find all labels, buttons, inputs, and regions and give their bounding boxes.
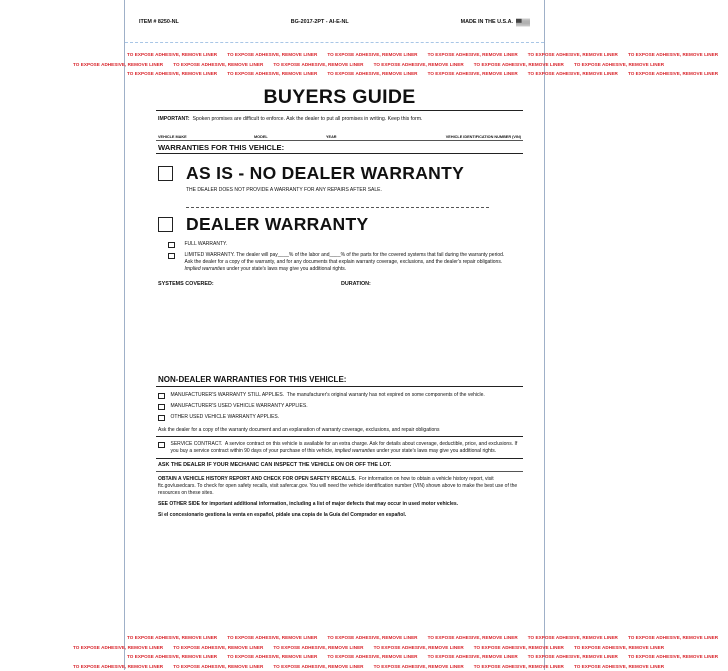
liner-text: TO EXPOSE ADHESIVE, REMOVE LINER (127, 52, 217, 57)
liner-text: TO EXPOSE ADHESIVE, REMOVE LINER (127, 71, 217, 76)
liner-text: TO EXPOSE ADHESIVE, REMOVE LINER (474, 62, 564, 67)
dashed-separator (186, 207, 489, 208)
inspect-notice: ASK THE DEALER IF YOUR MECHANIC CAN INSPECT THE VEHICLE ON OR OFF THE LOT. (156, 462, 523, 468)
history-report-text: OBTAIN A VEHICLE HISTORY REPORT AND CHECK FOR OPEN SAFETY RECALLS. For information on how to obtain a vehicle history report, visit ftc.gov/usedcars. To check for open safety recalls, visit safercar.gov. You will need the vehicle identification number (VIN) shown above to make the best use of the resources on these sites. (156, 476, 523, 497)
liner-row (73, 662, 544, 671)
liner-row (127, 652, 544, 662)
liner-text: TO EXPOSE ADHESIVE, REMOVE LINER (227, 52, 317, 57)
liner-text: TO EXPOSE ADHESIVE, REMOVE LINER (173, 664, 263, 669)
liner-text: TO EXPOSE ADHESIVE, REMOVE LINER (374, 664, 464, 669)
vehicle-make-field[interactable]: VEHICLE MAKE (158, 135, 254, 139)
buyers-guide-form (124, 0, 545, 670)
liner-text: TO EXPOSE ADHESIVE, REMOVE LINER (273, 645, 363, 650)
liner-text: TO EXPOSE ADHESIVE, REMOVE LINER (574, 664, 664, 669)
liner-text: TO EXPOSE ADHESIVE, REMOVE LINER (73, 62, 163, 67)
liner-text: TO EXPOSE ADHESIVE, REMOVE LINER (428, 654, 518, 659)
as-is-checkbox[interactable] (158, 166, 173, 181)
form-title: BUYERS GUIDE (156, 84, 523, 110)
systems-covered-field[interactable]: SYSTEMS COVERED: (158, 281, 341, 287)
liner-text: TO EXPOSE ADHESIVE, REMOVE LINER (374, 62, 464, 67)
liner-text: TO EXPOSE ADHESIVE, REMOVE LINER (474, 645, 564, 650)
liner-text: TO EXPOSE ADHESIVE, REMOVE LINER (628, 71, 718, 76)
full-warranty-label: FULL WARRANTY. (185, 241, 505, 248)
liner-text: TO EXPOSE ADHESIVE, REMOVE LINER (127, 654, 217, 659)
liner-text: TO EXPOSE ADHESIVE, REMOVE LINER (428, 635, 518, 640)
form-body (156, 82, 523, 519)
item-number: ITEM # 8250-NL (139, 19, 179, 25)
liner-text: TO EXPOSE ADHESIVE, REMOVE LINER (628, 52, 718, 57)
service-contract-option: SERVICE CONTRACT. A service contract on this vehicle is available for an extra charge. Ask for details about coverage, deductible, price, and exclusions. If you buy a service contract within 90 days of your purchase of this vehicle, implied warranties under your state's laws may give you additional rights. (158, 441, 523, 455)
liner-text: TO EXPOSE ADHESIVE, REMOVE LINER (73, 645, 163, 650)
as-is-label: AS IS - NO DEALER WARRANTY (186, 163, 464, 184)
non-dealer-heading: NON-DEALER WARRANTIES FOR THIS VEHICLE: (156, 373, 523, 384)
adhesive-liner-top[interactable] (125, 50, 544, 80)
liner-row (73, 643, 544, 653)
year-field[interactable]: YEAR (326, 135, 418, 139)
perforation-line (125, 42, 544, 43)
liner-text: TO EXPOSE ADHESIVE, REMOVE LINER (528, 52, 618, 57)
dealer-warranty-label: DEALER WARRANTY (186, 214, 368, 235)
manufacturer-warranty-checkbox[interactable] (158, 393, 165, 400)
liner-text: TO EXPOSE ADHESIVE, REMOVE LINER (628, 635, 718, 640)
adhesive-liner-bottom[interactable] (125, 633, 544, 670)
limited-warranty-option (168, 252, 523, 273)
liner-row (127, 633, 544, 643)
liner-text: TO EXPOSE ADHESIVE, REMOVE LINER (374, 645, 464, 650)
used-mfr-warranty-checkbox[interactable] (158, 404, 165, 411)
other-side-text: SEE OTHER SIDE for important additional information, including a list of major defects that may occur in used motor vehicles. (156, 501, 523, 508)
limited-warranty-checkbox[interactable] (168, 253, 175, 260)
liner-text: TO EXPOSE ADHESIVE, REMOVE LINER (528, 71, 618, 76)
liner-row (73, 60, 544, 70)
coverage-blank-area[interactable] (156, 287, 523, 373)
liner-text: TO EXPOSE ADHESIVE, REMOVE LINER (628, 654, 718, 659)
service-contract-checkbox[interactable] (158, 442, 165, 449)
other-used-warranty-option: OTHER USED VEHICLE WARRANTY APPLIES. (158, 414, 523, 421)
divider (156, 471, 523, 472)
liner-text: TO EXPOSE ADHESIVE, REMOVE LINER (227, 71, 317, 76)
limited-warranty-text: LIMITED WARRANTY. The dealer will pay____% of the labor and____% of the parts for the covered systems that fail during the warranty period. Ask the dealer for a copy of the warranty, and for any documents that explain warranty coverage, exclusions, and the dealer's repair obligations. Implied warranties under your state's laws may give you additional rights. (185, 252, 505, 273)
used-mfr-warranty-option: MANUFACTURER'S USED VEHICLE WARRANTY APPLIES. (158, 403, 523, 410)
divider (156, 153, 523, 154)
full-warranty-option (168, 241, 523, 248)
liner-text: TO EXPOSE ADHESIVE, REMOVE LINER (73, 664, 163, 669)
liner-text: TO EXPOSE ADHESIVE, REMOVE LINER (227, 654, 317, 659)
liner-text: TO EXPOSE ADHESIVE, REMOVE LINER (327, 71, 417, 76)
divider (156, 436, 523, 437)
important-notice: IMPORTANT: Spoken promises are difficult to enforce. Ask the dealer to put all promises in writing. Keep this form. (156, 111, 523, 131)
liner-text: TO EXPOSE ADHESIVE, REMOVE LINER (327, 635, 417, 640)
dealer-warranty-option (156, 214, 523, 235)
liner-text: TO EXPOSE ADHESIVE, REMOVE LINER (327, 52, 417, 57)
vehicle-fields-row (156, 131, 523, 139)
liner-text: TO EXPOSE ADHESIVE, REMOVE LINER (528, 654, 618, 659)
model-field[interactable]: MODEL (254, 135, 326, 139)
vin-field[interactable]: VEHICLE IDENTIFICATION NUMBER (VIN) (418, 135, 521, 139)
us-flag-icon (516, 18, 530, 27)
liner-row (127, 69, 544, 79)
liner-text: TO EXPOSE ADHESIVE, REMOVE LINER (574, 62, 664, 67)
liner-text: TO EXPOSE ADHESIVE, REMOVE LINER (227, 635, 317, 640)
as-is-option (156, 163, 523, 184)
divider (156, 458, 523, 459)
liner-text: TO EXPOSE ADHESIVE, REMOVE LINER (273, 664, 363, 669)
made-in-label: MADE IN THE U.S.A. (461, 18, 530, 27)
liner-text: TO EXPOSE ADHESIVE, REMOVE LINER (273, 62, 363, 67)
liner-text: TO EXPOSE ADHESIVE, REMOVE LINER (173, 645, 263, 650)
liner-row (127, 50, 544, 60)
duration-field[interactable]: DURATION: (341, 281, 371, 287)
liner-text: TO EXPOSE ADHESIVE, REMOVE LINER (528, 635, 618, 640)
ask-copy-text: Ask the dealer for a copy of the warranty document and an explanation of warranty coverage, exclusions, and repair obligations (156, 427, 523, 434)
form-code: BG-2017-2PT - AI-E-NL (291, 19, 349, 25)
liner-text: TO EXPOSE ADHESIVE, REMOVE LINER (428, 52, 518, 57)
full-warranty-checkbox[interactable] (168, 242, 175, 249)
liner-text: TO EXPOSE ADHESIVE, REMOVE LINER (474, 664, 564, 669)
dealer-warranty-checkbox[interactable] (158, 217, 173, 232)
liner-text: TO EXPOSE ADHESIVE, REMOVE LINER (574, 645, 664, 650)
manufacturer-warranty-option: MANUFACTURER'S WARRANTY STILL APPLIES. The manufacturer's original warranty has not expired on some components of the vehicle. (158, 392, 523, 399)
other-used-warranty-checkbox[interactable] (158, 415, 165, 422)
liner-text: TO EXPOSE ADHESIVE, REMOVE LINER (173, 62, 263, 67)
liner-text: TO EXPOSE ADHESIVE, REMOVE LINER (327, 654, 417, 659)
warranties-heading: WARRANTIES FOR THIS VEHICLE: (156, 141, 523, 153)
form-header (139, 17, 530, 27)
spanish-notice: Si el concesionario gestiona la venta en español, pídale una copia de la Guía del Comprador en español. (156, 512, 523, 519)
liner-text: TO EXPOSE ADHESIVE, REMOVE LINER (428, 71, 518, 76)
liner-text: TO EXPOSE ADHESIVE, REMOVE LINER (127, 635, 217, 640)
as-is-subtext: THE DEALER DOES NOT PROVIDE A WARRANTY FOR ANY REPAIRS AFTER SALE. (186, 187, 523, 193)
divider (156, 386, 523, 387)
